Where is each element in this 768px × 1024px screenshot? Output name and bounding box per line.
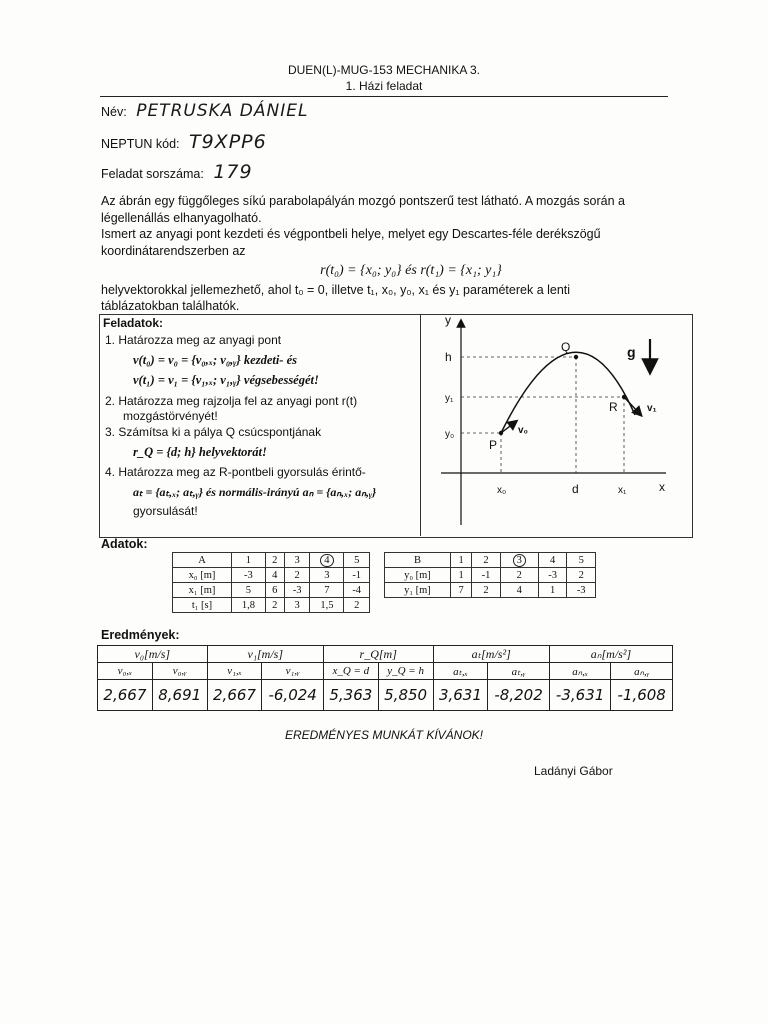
results-group-header: v₁[m/s] <box>207 646 323 663</box>
assignment-title: 1. Házi feladat <box>345 79 423 93</box>
table-A-header: 2 <box>265 553 284 568</box>
closing-message: EREDMÉNYES MUNKÁT KÍVÁNOK! <box>284 728 484 742</box>
y1-label: y₁ <box>445 393 454 404</box>
result-value: 5,363 <box>323 680 378 711</box>
signature: Ladányi Gábor <box>534 764 613 778</box>
tasks-title: Feladatok: <box>103 316 164 330</box>
result-value: 5,850 <box>378 680 433 711</box>
result-value: -1,608 <box>611 680 673 711</box>
neptun-value: T9XPP6 <box>188 131 267 153</box>
results-group-header: r_Q[m] <box>323 646 433 663</box>
results-group-header: v₀[m/s] <box>98 646 208 663</box>
table-B-header: 1 <box>450 553 471 568</box>
trajectory-diagram <box>421 315 691 535</box>
y0-label: y₀ <box>445 429 455 440</box>
y-axis-label: y <box>445 315 451 327</box>
table-B-header: B <box>385 553 451 568</box>
table-B-header: 4 <box>538 553 567 568</box>
P-label: P <box>489 438 498 452</box>
task-1-line-c: v(t₁) = v₁ = {v₁,ₓ; v₁,ᵧ} végsebességét! <box>133 373 319 387</box>
table-row: x₀ [m] -3 4 2 3 -1 <box>173 568 370 583</box>
task-1-line-a: 1. Határozza meg az anyagi pont <box>105 333 282 347</box>
data-table-B <box>384 552 596 598</box>
task-3-line-a: 3. Számítsa ki a pálya Q csúcspontjának <box>105 425 322 439</box>
v1-label: v₁ <box>647 403 657 414</box>
v1-arrow <box>624 397 639 413</box>
task-4-line-c: gyorsulását! <box>133 504 198 518</box>
results-table <box>97 645 673 711</box>
guide-lines <box>461 357 624 473</box>
data-table-A <box>172 552 370 613</box>
name-value: PETRUSKA DÁNIEL <box>136 101 309 121</box>
task-2: 2. Határozza meg rajzolja fel az anyagi pont r(t) mozgástörvényét! <box>105 394 358 423</box>
results-group-header: aₜ[m/s²] <box>433 646 549 663</box>
task-3-line-b: r_Q = {d; h} helyvektorát! <box>133 445 267 459</box>
result-value: 2,667 <box>207 680 262 711</box>
table-A-header: 1 <box>232 553 266 568</box>
eredmenyek-title: Eredmények: <box>101 628 180 642</box>
name-label: Név: <box>101 105 127 119</box>
d-label: d <box>572 482 579 496</box>
table-B-header: 2 <box>472 553 501 568</box>
results-subheader-row: v₀,ₓ v₀,ᵧ v₁,ₓ v₁,ᵧ x_Q = d y_Q = h aₜ,ₓ aₜ,ᵧ aₙ,ₓ aₙ,ᵧ <box>98 663 673 680</box>
result-value: -8,202 <box>488 680 550 711</box>
x1-label: x₁ <box>618 485 627 496</box>
intro-paragraph-3: helyvektorokkal jellemezhető, ahol t₀ = 0, illetve t₁, x₀, y₀, x₁ és y₁ paraméterek a lenti táblázatokban találhatók. <box>101 282 571 313</box>
table-row: x₁ [m] 5 6 -3 7 -4 <box>173 583 370 598</box>
task-4-line-a: 4. Határozza meg az R-pontbeli gyorsulás érintő- <box>105 465 366 479</box>
result-value: 8,691 <box>152 680 207 711</box>
table-A-header: A <box>173 553 232 568</box>
course-title: DUEN(L)-MUG-153 MECHANIKA 3. <box>287 63 481 77</box>
table-row: y₁ [m] 7 2 4 1 -3 <box>385 583 596 598</box>
results-group-header: aₙ[m/s²] <box>549 646 672 663</box>
point-Q <box>574 355 578 359</box>
table-row: y₀ [m] 1 -1 2 -3 2 <box>385 568 596 583</box>
adatok-title: Adatok: <box>101 537 148 551</box>
position-vector-equation: r(t₀) = {x₀; y₀} és r(t₁) = {x₁; y₁} <box>320 263 502 278</box>
document-header <box>100 62 668 94</box>
R-label: R <box>609 400 618 414</box>
result-value: -3,631 <box>549 680 611 711</box>
result-value: -6,024 <box>262 680 324 711</box>
result-value: 2,667 <box>98 680 153 711</box>
table-A-header-selected: 4 <box>310 553 344 568</box>
header-rule <box>100 96 668 97</box>
h-label: h <box>445 350 452 364</box>
table-row: t₁ [s] 1,8 2 3 1,5 2 <box>173 598 370 613</box>
task-4-line-b: aₜ = {aₜ,ₓ; aₜ,ᵧ} és normális-irányú aₙ = {aₙ,ₓ; aₙ,ᵧ} <box>133 485 377 499</box>
task-list <box>103 316 415 519</box>
intro-text <box>101 193 631 315</box>
task-1-line-b: v(t₀) = v₀ = {v₀,ₓ; v₀,ᵧ} kezdeti- és <box>133 353 298 367</box>
x-axis-label: x <box>659 480 665 494</box>
table-A-header: 5 <box>344 553 370 568</box>
name-field <box>101 101 308 121</box>
neptun-label: NEPTUN kód: <box>101 137 180 151</box>
intro-paragraph-2: Ismert az anyagi pont kezdeti és végpontbeli helye, melyet egy Descartes-féle derékszögű koordinátarendszerben az <box>101 227 601 258</box>
table-A-header: 3 <box>284 553 310 568</box>
results-values-row <box>98 680 673 711</box>
task-number-value: 179 <box>213 161 253 183</box>
g-label: g <box>627 344 636 360</box>
neptun-field <box>101 131 267 153</box>
intro-paragraph-1: Az ábrán egy függőleges síkú parabolapályán mozgó pontszerű test látható. A mozgás során a légellenállás elhanyagolható. <box>101 194 625 225</box>
Q-label: Q <box>561 340 571 354</box>
x0-label: x₀ <box>497 485 507 496</box>
result-value: 3,631 <box>433 680 488 711</box>
parabolic-trajectory <box>501 352 635 433</box>
task-number-field <box>101 161 253 183</box>
table-B-header: 5 <box>567 553 596 568</box>
v0-label: v₀ <box>518 425 529 436</box>
table-B-header-selected: 3 <box>500 553 538 568</box>
task-number-label: Feladat sorszáma: <box>101 167 204 181</box>
